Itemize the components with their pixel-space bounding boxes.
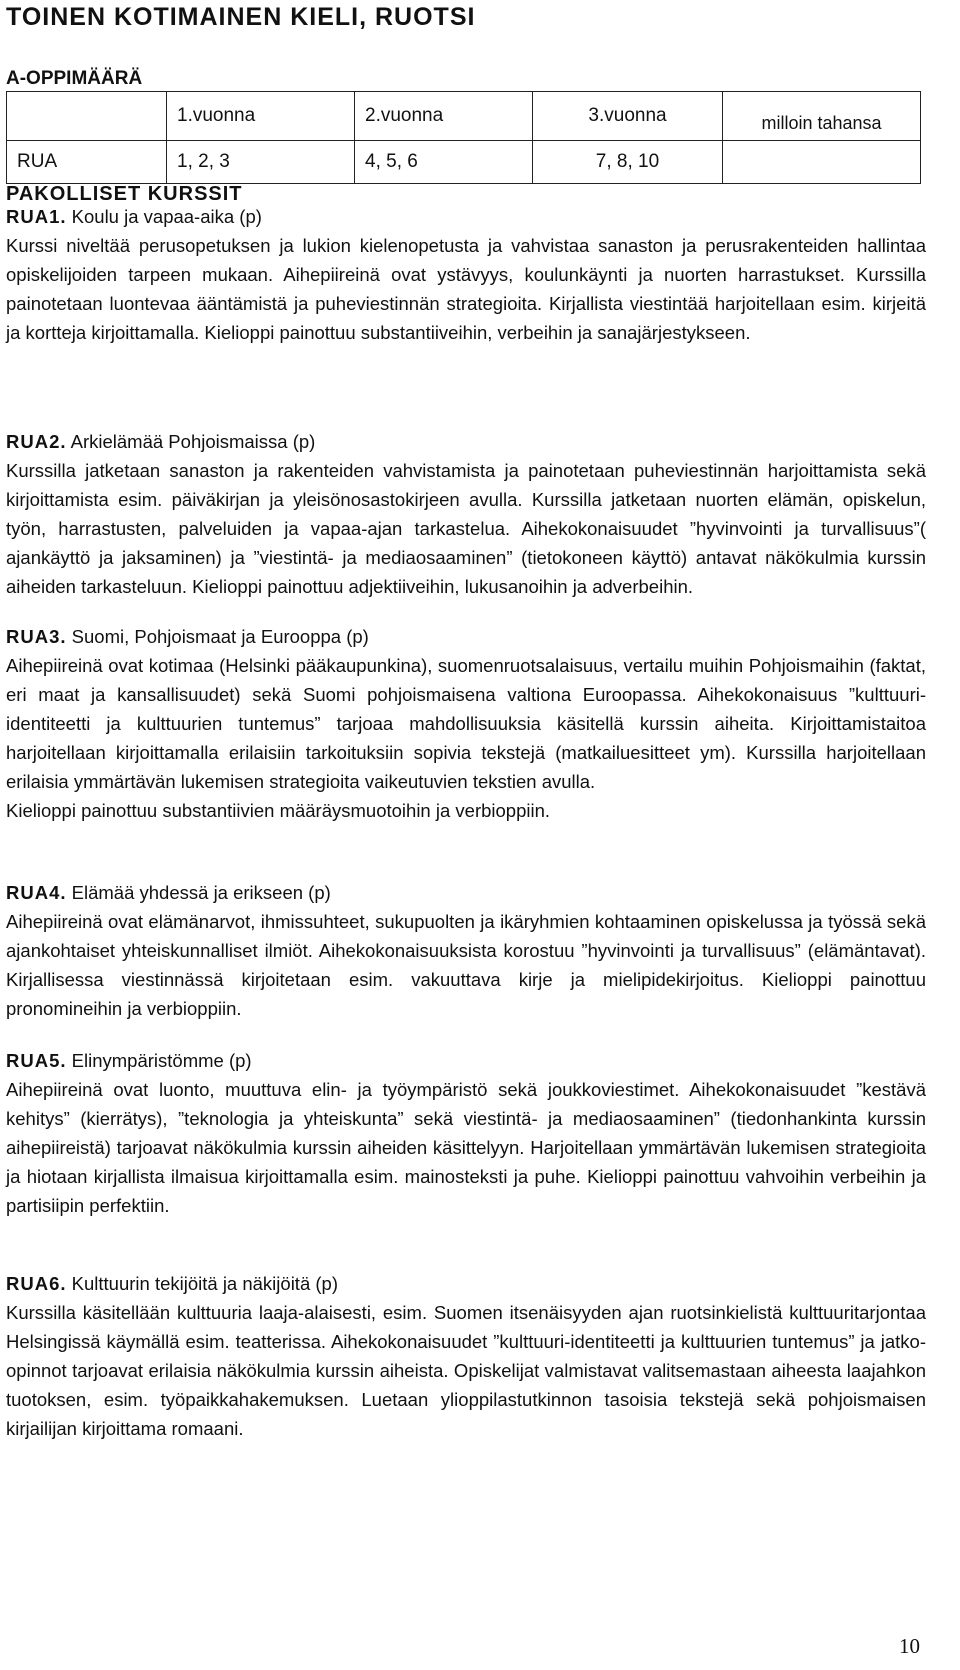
course-code: RUA4. bbox=[6, 882, 67, 903]
schedule-header-cell: 1.vuonna bbox=[167, 92, 355, 141]
course-heading bbox=[6, 622, 926, 651]
course-rua3 bbox=[6, 622, 926, 825]
course-code: RUA3. bbox=[6, 626, 67, 647]
course-schedule-table bbox=[6, 91, 921, 184]
schedule-header-cell bbox=[7, 92, 167, 141]
course-rua5 bbox=[6, 1046, 926, 1220]
course-name: Koulu ja vapaa-aika (p) bbox=[66, 206, 262, 227]
course-code: RUA5. bbox=[6, 1050, 67, 1071]
course-name: Elämää yhdessä ja erikseen (p) bbox=[66, 882, 331, 903]
schedule-cell: 4, 5, 6 bbox=[355, 141, 533, 184]
course-heading bbox=[6, 878, 926, 907]
course-code: RUA6. bbox=[6, 1273, 67, 1294]
course-description: Aihepiireinä ovat luonto, muuttuva elin- ja työympäristö sekä joukkoviestimet. Aihekokonaisuudet ”kestävä kehitys” (kierrätys), ”teknologia ja yhteiskunta” sekä viestintä- ja mediaosaaminen” (tiedonhankinta kurssin aihepiireistä) tarjoavat näkökulmia kurssin aiheiden käsittelyyn. Harjoitellaan ymmärtävän lukemisen strategioita ja hiotaan kirjallista ilmaisua kirjoittamalla esim. mainosteksti ja puhe. Kielioppi painottuu vahvoihin verbeihin ja partisiipin perfektiin. bbox=[6, 1079, 926, 1216]
schedule-cell: 7, 8, 10 bbox=[533, 141, 723, 184]
course-name: Suomi, Pohjoismaat ja Eurooppa (p) bbox=[66, 626, 369, 647]
course-description: Aihepiireinä ovat kotimaa (Helsinki pääkaupunkina), suomenruotsalaisuus, vertailu muihin Pohjoismaihin (faktat, eri maat ja kansallisuudet) sekä Suomi pohjoismaisena valtiona Euroopassa. Aihekokonaisuus ”kulttuuri-identiteetti ja kulttuurien tuntemus” tarjoaa mahdollisuuksia käsitellä kurssin aiheita. Kirjoittamistaitoa harjoitellaan kirjoittamalla erilaisiin tarkoituksiin sopivia tekstejä (matkailuesitteet ym). Kurssilla harjoitellaan erilaisia ymmärtävän lukemisen strategioita vaikeutuvien tekstien avulla. bbox=[6, 655, 926, 792]
course-description: Kurssilla käsitellään kulttuuria laaja-alaisesti, esim. Suomen itsenäisyyden ajan ruotsinkielistä kulttuuritarjontaa Helsingissä käymällä esim. teatterissa. Aihekokonaisuudet ”kulttuuri-identiteetti ja kulttuurien tuntemus” ja jatko-opinnot tarjoavat erilaisia näkökulmia kurssin aiheista. Opiskelijat valmistavat valitsemastaan aiheesta laajahkon tuotoksen, esim. työpaikkahakemuksen. Luetaan ylioppilastutkinnon tasoisia tekstejä sekä pohjoismaisen kirjailijan kirjoittama romaani. bbox=[6, 1302, 926, 1439]
schedule-header-cell: 2.vuonna bbox=[355, 92, 533, 141]
course-name: Elinympäristömme (p) bbox=[66, 1050, 252, 1071]
course-code: RUA1. bbox=[6, 206, 67, 227]
schedule-header-row bbox=[7, 92, 921, 141]
schedule-row bbox=[7, 141, 921, 184]
schedule-header-cell: 3.vuonna bbox=[533, 92, 723, 141]
schedule-cell: 1, 2, 3 bbox=[167, 141, 355, 184]
section-heading-mandatory-courses: PAKOLLISET KURSSIT bbox=[6, 183, 243, 205]
course-description: Aihepiireinä ovat elämänarvot, ihmissuhteet, sukupuolten ja ikäryhmien kohtaaminen opiskelussa ja työssä sekä ajankohtaiset yhteiskunnalliset ilmiöt. Aihekokonaisuuksista korostuu ”hyvinvointi ja turvallisuus” (elämäntavat). Kirjallisessa viestinnässä kirjoitetaan esim. vakuuttava kirje ja mielipidekirjoitus. Kielioppi painottuu pronomineihin ja verbioppiin. bbox=[6, 911, 926, 1019]
course-rua1 bbox=[6, 202, 926, 347]
syllabus-level: A-OPPIMÄÄRÄ bbox=[6, 68, 143, 89]
schedule-header-cell: milloin tahansa bbox=[723, 92, 921, 141]
course-name: Kulttuurin tekijöitä ja näkijöitä (p) bbox=[66, 1273, 338, 1294]
page-number: 10 bbox=[899, 1634, 920, 1658]
course-description: Kurssilla jatketaan sanaston ja rakenteiden vahvistamista ja painotetaan puheviestinnän harjoittamista sekä kirjoittamista esim. päiväkirjan ja yleisönosastokirjeen avulla. Kurssilla jatketaan nuorten elämän, opiskelun, työn, harrastusten, palveluiden ja vapaa-ajan tarkastelua. Aihekokonaisuudet ”hyvinvointi ja turvallisuus”( ajankäyttö ja jaksaminen) ja ”viestintä- ja mediaosaaminen” (tietokoneen käyttö) antavat näkökulmia kurssin aiheiden tarkasteluun. Kielioppi painottuu adjektiiveihin, lukusanoihin ja adverbeihin. bbox=[6, 460, 926, 597]
course-rua2 bbox=[6, 427, 926, 601]
course-grammar-note: Kielioppi painottuu substantiivien määräysmuotoihin ja verbioppiin. bbox=[6, 800, 551, 821]
course-description: Kurssi niveltää perusopetuksen ja lukion kielenopetusta ja vahvistaa sanaston ja perusrakenteiden hallintaa opiskelijoiden tarpeen mukaan. Aihepiireinä ovat ystävyys, koulunkäynti ja nuorten harrastukset. Kurssilla painotetaan luontevaa ääntämistä ja puheviestinnän strategioita. Kirjallista viestintää harjoitellaan esim. kirjeitä ja kortteja kirjoittamalla. Kielioppi painottuu substantiiveihin, verbeihin ja sanajärjestykseen. bbox=[6, 235, 926, 343]
course-heading bbox=[6, 202, 926, 231]
course-heading bbox=[6, 1269, 926, 1298]
course-rua4 bbox=[6, 878, 926, 1023]
course-name: Arkielämää Pohjoismaissa (p) bbox=[66, 431, 316, 452]
course-heading bbox=[6, 427, 926, 456]
schedule-cell bbox=[723, 141, 921, 184]
page-title: TOINEN KOTIMAINEN KIELI, RUOTSI bbox=[6, 3, 476, 31]
course-code: RUA2. bbox=[6, 431, 67, 452]
course-heading bbox=[6, 1046, 926, 1075]
course-rua6 bbox=[6, 1269, 926, 1443]
schedule-cell: RUA bbox=[7, 141, 167, 184]
